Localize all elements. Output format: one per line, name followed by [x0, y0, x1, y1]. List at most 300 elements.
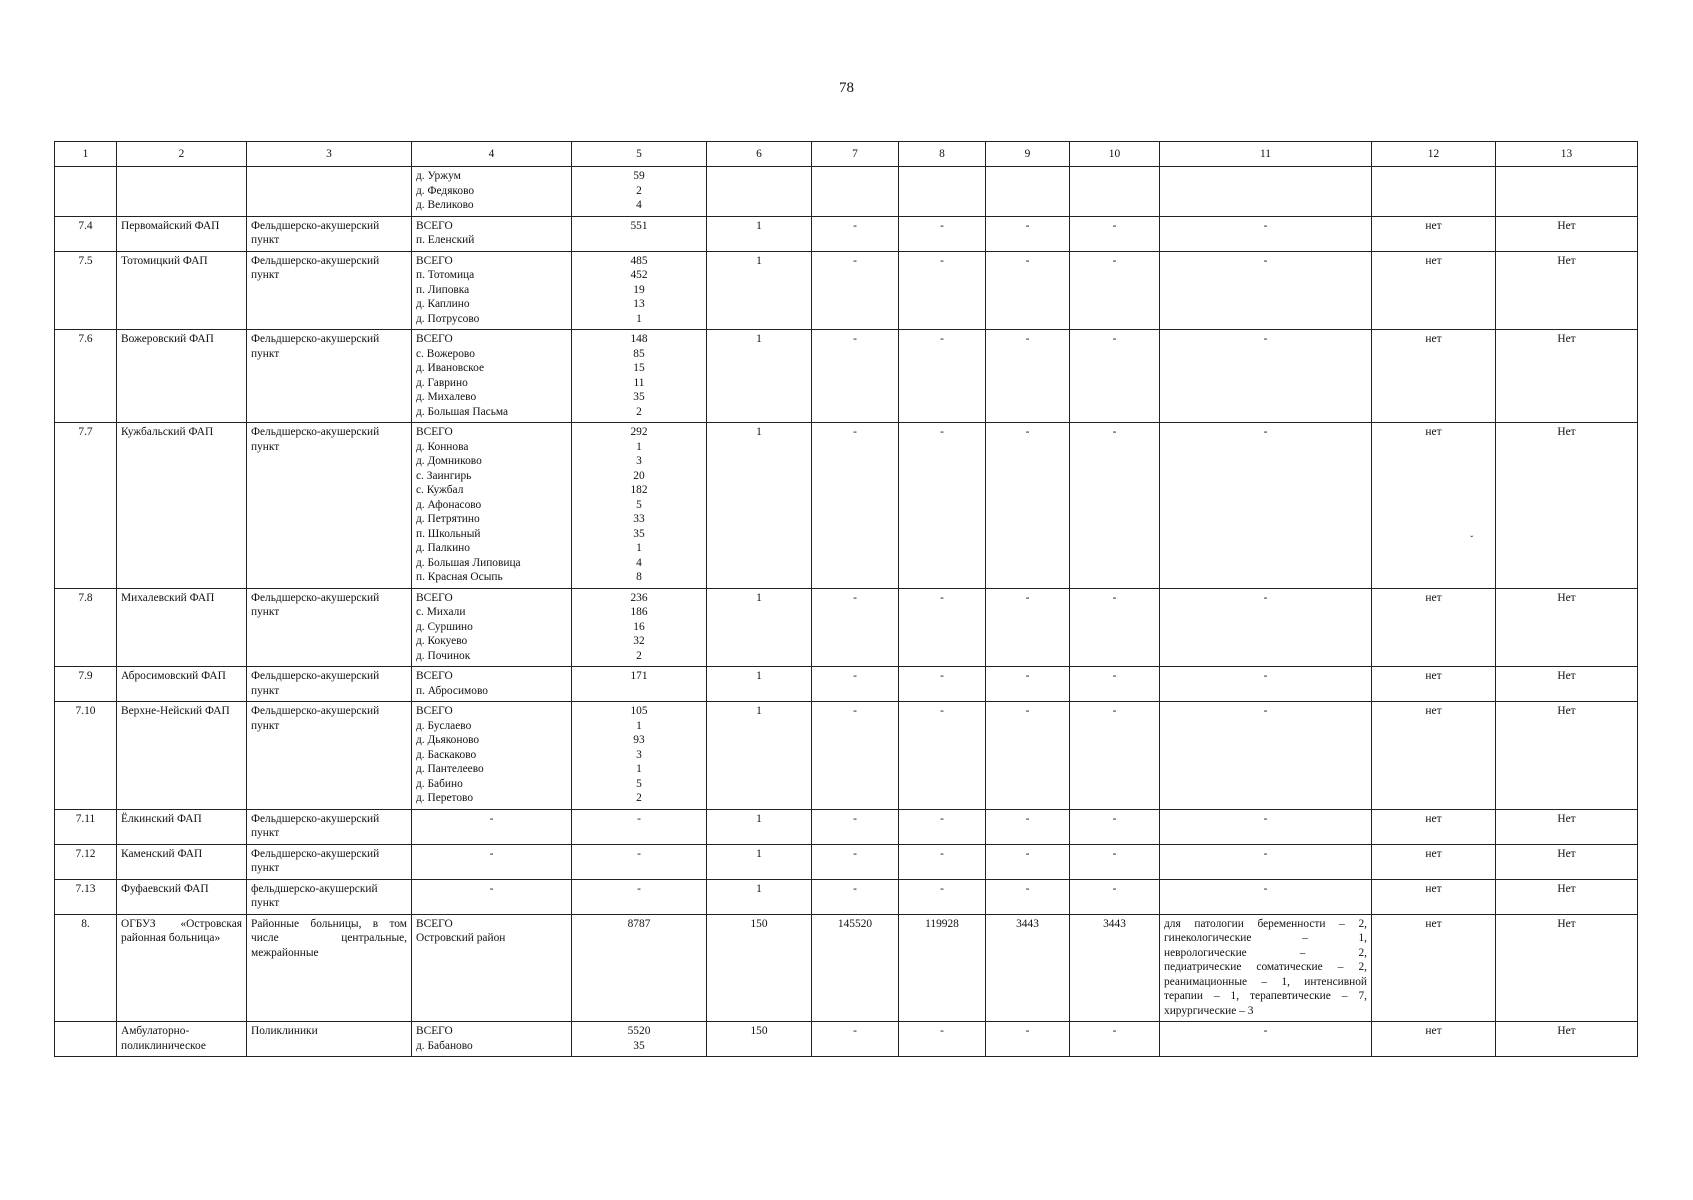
col-10-value: -	[1070, 423, 1160, 589]
bed-profiles	[1160, 588, 1372, 667]
facility-type	[247, 667, 412, 702]
settlements-line: п. Тотомица	[416, 269, 475, 281]
column-header: 11	[1160, 142, 1372, 167]
settlements-line: Островский район	[416, 932, 506, 944]
col-8-value: -	[899, 809, 986, 844]
bed-profiles	[1160, 1022, 1372, 1057]
col-6-value: 150	[707, 914, 812, 1022]
facility-type-line: пункт	[251, 684, 280, 697]
settlements-line: с. Михали	[416, 606, 466, 618]
population	[572, 809, 707, 844]
col-12-value: нет	[1372, 423, 1496, 589]
col-10-value: -	[1070, 879, 1160, 914]
facility-type-line: пункт	[251, 827, 280, 839]
population-line: 8787	[627, 917, 651, 930]
facility-name-line: Вожеровский ФАП	[121, 333, 214, 345]
facility-type-line: Фельдшерско-акушерский	[251, 426, 380, 438]
settlements-line: с. Кужбал	[416, 484, 464, 496]
table-row	[55, 879, 1638, 914]
facility-table	[54, 141, 1638, 1057]
population-line: 171	[630, 670, 648, 682]
facility-name-line: Верхне-Нейский ФАП	[121, 705, 230, 717]
col-13-value: Нет	[1496, 423, 1638, 589]
settlements-line: д. Бабаново	[416, 1039, 473, 1052]
settlements-line: д. Каплино	[416, 298, 470, 310]
population-line: 35	[633, 527, 645, 540]
facility-type-line: пункт	[251, 862, 280, 874]
facility-name	[117, 879, 247, 914]
col-13-value: Нет	[1496, 914, 1638, 1022]
col-10-value: -	[1070, 702, 1160, 810]
settlements	[412, 216, 572, 251]
settlements	[412, 702, 572, 810]
facility-type	[247, 914, 412, 1022]
population-line: 2	[636, 792, 642, 804]
column-header: 5	[572, 142, 707, 167]
col-12-value: нет	[1372, 809, 1496, 844]
population	[572, 216, 707, 251]
col-7-value: 145520	[812, 914, 899, 1022]
facility-type-line: Фельдшерско-акушерский	[251, 847, 380, 860]
col-12-value: нет	[1372, 667, 1496, 702]
facility-type-line: Районные больницы, в том	[251, 917, 407, 930]
col-13-value: Нет	[1496, 844, 1638, 879]
settlements-line: ВСЕГО	[416, 917, 453, 930]
facility-type-line: Фельдшерско-акушерский	[251, 705, 380, 717]
col-9-value: -	[986, 667, 1070, 702]
population-line: 32	[633, 635, 645, 647]
population-line: 20	[633, 469, 645, 482]
facility-name-line: Кужбальский ФАП	[121, 426, 214, 438]
population	[572, 423, 707, 589]
population	[572, 879, 707, 914]
population-line: 236	[630, 591, 648, 604]
bed-profiles	[1160, 667, 1372, 702]
facility-name-line: поликлиническое	[121, 1039, 206, 1052]
settlements-line: д. Коннова	[416, 440, 469, 453]
col-8-value: 119928	[899, 914, 986, 1022]
column-header: 9	[986, 142, 1070, 167]
row-number: 8.	[55, 914, 117, 1022]
bed-profiles-line: -	[1263, 670, 1268, 682]
col-12-value	[1372, 167, 1496, 217]
col-7-value: -	[812, 251, 899, 330]
population-line: 13	[633, 298, 645, 310]
population-line: -	[637, 847, 641, 860]
bed-profiles-line: -	[1263, 426, 1268, 438]
population-line: -	[637, 812, 641, 825]
settlements-line: д. Михалево	[416, 391, 477, 403]
settlements-line: -	[489, 882, 494, 895]
row-number: 7.5	[55, 251, 117, 330]
col-7-value: -	[812, 423, 899, 589]
settlements-line: с. Заингирь	[416, 469, 472, 482]
facility-name	[117, 667, 247, 702]
facility-type	[247, 809, 412, 844]
facility-name	[117, 588, 247, 667]
col-7-value: -	[812, 879, 899, 914]
population-line: -	[637, 882, 641, 895]
settlements	[412, 844, 572, 879]
population	[572, 844, 707, 879]
col-12-value: нет	[1372, 702, 1496, 810]
population-line: 105	[630, 705, 648, 717]
facility-name-line: Амбулаторно-	[121, 1025, 190, 1037]
settlements	[412, 167, 572, 217]
col-6-value: 1	[707, 809, 812, 844]
row-number: 7.11	[55, 809, 117, 844]
table-row	[55, 667, 1638, 702]
settlements-line: п. Красная Осыпь	[416, 571, 503, 583]
population-line: 452	[630, 269, 648, 281]
settlements-line: п. Абросимово	[416, 684, 488, 697]
bed-profiles-line: -	[1263, 591, 1268, 604]
facility-type-line: Фельдшерско-акушерский	[251, 333, 380, 345]
facility-name-line: Абросимовский ФАП	[121, 670, 226, 682]
settlements-line: ВСЕГО	[416, 426, 453, 438]
table-row	[55, 702, 1638, 810]
bed-profiles-line: -	[1263, 219, 1268, 232]
facility-type-line: Фельдшерско-акушерский	[251, 670, 380, 682]
row-number: 7.7	[55, 423, 117, 589]
settlements	[412, 809, 572, 844]
row-number: 7.12	[55, 844, 117, 879]
bed-profiles-line: неврологические – 2,	[1164, 946, 1367, 959]
settlements-line: п. Еленский	[416, 234, 475, 246]
settlements-line: ВСЕГО	[416, 1025, 453, 1037]
col-8-value: -	[899, 667, 986, 702]
facility-name-line: ОГБУЗ «Островская	[121, 917, 242, 930]
col-9-value: -	[986, 879, 1070, 914]
col-7-value: -	[812, 667, 899, 702]
facility-type-line: Поликлиники	[251, 1025, 318, 1037]
facility-type	[247, 879, 412, 914]
table-row	[55, 1022, 1638, 1057]
settlements-line: д. Домниково	[416, 455, 482, 467]
population-line: 19	[633, 283, 645, 296]
settlements-line: ВСЕГО	[416, 219, 453, 232]
population-line: 8	[636, 571, 642, 583]
col-6-value: 1	[707, 423, 812, 589]
facility-type-line: Фельдшерско-акушерский	[251, 812, 380, 825]
col-8-value: -	[899, 423, 986, 589]
col-9-value: -	[986, 588, 1070, 667]
facility-name-line: Каменский ФАП	[121, 847, 203, 860]
facility-type-line: пункт	[251, 440, 280, 453]
bed-profiles	[1160, 216, 1372, 251]
facility-type	[247, 702, 412, 810]
row-number	[55, 1022, 117, 1057]
bed-profiles-line: -	[1263, 812, 1268, 825]
population-line: 35	[633, 391, 645, 403]
col-8-value	[899, 167, 986, 217]
facility-name-line: Михалевский ФАП	[121, 591, 215, 604]
settlements	[412, 879, 572, 914]
bed-profiles	[1160, 167, 1372, 217]
facility-type-line: Фельдшерско-акушерский	[251, 591, 380, 604]
table-row	[55, 588, 1638, 667]
population-line: 5520	[627, 1025, 651, 1037]
facility-type-line: Фельдшерско-акушерский	[251, 254, 380, 267]
col-12-value: нет	[1372, 330, 1496, 423]
col-10-value: 3443	[1070, 914, 1160, 1022]
table-row	[55, 216, 1638, 251]
col-6-value: 150	[707, 1022, 812, 1057]
col-7-value: -	[812, 702, 899, 810]
settlements-line: ВСЕГО	[416, 333, 453, 345]
facility-type-line: пункт	[251, 347, 280, 360]
col-9-value: -	[986, 844, 1070, 879]
table-row	[55, 809, 1638, 844]
col-13-value: Нет	[1496, 667, 1638, 702]
bed-profiles	[1160, 879, 1372, 914]
col-9-value: -	[986, 809, 1070, 844]
population-line: 4	[636, 199, 642, 211]
settlements	[412, 1022, 572, 1057]
col-7-value: -	[812, 844, 899, 879]
bed-profiles	[1160, 914, 1372, 1022]
col-9-value: -	[986, 423, 1070, 589]
table-row	[55, 251, 1638, 330]
settlements	[412, 330, 572, 423]
table-row	[55, 844, 1638, 879]
col-10-value	[1070, 167, 1160, 217]
col-9-value: 3443	[986, 914, 1070, 1022]
col-13-value: Нет	[1496, 702, 1638, 810]
col-8-value: -	[899, 844, 986, 879]
bed-profiles	[1160, 702, 1372, 810]
bed-profiles-line: педиатрические соматические – 2,	[1164, 961, 1367, 973]
facility-type-line: пункт	[251, 606, 280, 618]
facility-name-line: Тотомицкий ФАП	[121, 254, 208, 267]
facility-type	[247, 251, 412, 330]
population-line: 148	[630, 333, 648, 345]
col-10-value: -	[1070, 1022, 1160, 1057]
facility-type-line: числе центральные,	[251, 932, 407, 944]
population-line: 5	[636, 498, 642, 511]
col-13-value: Нет	[1496, 216, 1638, 251]
facility-name	[117, 844, 247, 879]
col-10-value: -	[1070, 216, 1160, 251]
facility-type	[247, 588, 412, 667]
settlements-line: д. Большая Пасьма	[416, 405, 509, 418]
facility-type-line: Фельдшерско-акушерский	[251, 219, 380, 232]
col-12-value: нет	[1372, 1022, 1496, 1057]
col-6-value: 1	[707, 844, 812, 879]
bed-profiles-line: реанимационные – 1, интенсивной	[1164, 975, 1367, 988]
settlements-line: ВСЕГО	[416, 591, 453, 604]
facility-name	[117, 809, 247, 844]
stray-mark: ˇ	[1470, 535, 1474, 546]
row-number: 7.9	[55, 667, 117, 702]
facility-type-line: фельдшерско-акушерский	[251, 882, 378, 895]
facility-type	[247, 167, 412, 217]
population	[572, 914, 707, 1022]
bed-profiles-line: для патологии беременности – 2,	[1164, 917, 1367, 930]
col-7-value: -	[812, 588, 899, 667]
settlements-line: д. Палкино	[416, 542, 470, 554]
settlements	[412, 251, 572, 330]
settlements-line: д. Кокуево	[416, 635, 468, 647]
facility-name	[117, 423, 247, 589]
facility-type	[247, 216, 412, 251]
settlements-line: д. Перетово	[416, 792, 474, 804]
settlements-line: д. Буслаево	[416, 719, 472, 732]
facility-name	[117, 914, 247, 1022]
bed-profiles-line: -	[1263, 1025, 1268, 1037]
population-line: 2	[636, 649, 642, 662]
facility-table-container	[54, 141, 1637, 1057]
col-6-value: 1	[707, 667, 812, 702]
population	[572, 1022, 707, 1057]
table-row	[55, 330, 1638, 423]
column-header: 3	[247, 142, 412, 167]
column-header: 2	[117, 142, 247, 167]
population	[572, 330, 707, 423]
col-9-value: -	[986, 330, 1070, 423]
facility-type	[247, 1022, 412, 1057]
settlements-line: д. Уржум	[416, 170, 461, 182]
bed-profiles	[1160, 809, 1372, 844]
settlements-line: д. Великово	[416, 199, 474, 211]
col-12-value: нет	[1372, 216, 1496, 251]
settlements-line: ВСЕГО	[416, 670, 453, 682]
facility-name-line: районная больница»	[121, 932, 221, 944]
page-number: 78	[839, 80, 854, 96]
col-13-value: Нет	[1496, 809, 1638, 844]
col-13-value: Нет	[1496, 251, 1638, 330]
col-8-value: -	[899, 702, 986, 810]
column-number-row	[55, 142, 1638, 167]
settlements-line: д. Пантелеево	[416, 763, 484, 775]
population-line: 59	[633, 170, 645, 182]
population-line: 11	[633, 376, 645, 389]
facility-type	[247, 423, 412, 589]
population-line: 551	[630, 219, 648, 232]
facility-name	[117, 1022, 247, 1057]
col-7-value: -	[812, 216, 899, 251]
bed-profiles	[1160, 330, 1372, 423]
settlements-line: д. Ивановское	[416, 362, 485, 374]
col-6-value	[707, 167, 812, 217]
column-header: 8	[899, 142, 986, 167]
col-9-value	[986, 167, 1070, 217]
settlements-line: ВСЕГО	[416, 705, 453, 717]
facility-type-line: пункт	[251, 719, 280, 732]
population-line: 182	[630, 484, 648, 496]
settlements-line: д. Бабино	[416, 777, 463, 790]
population-line: 186	[630, 606, 648, 618]
population-line: 16	[633, 620, 645, 633]
settlements	[412, 667, 572, 702]
col-9-value: -	[986, 1022, 1070, 1057]
facility-name	[117, 702, 247, 810]
table-row	[55, 167, 1638, 217]
bed-profiles-line: гинекологические – 1,	[1164, 932, 1367, 944]
facility-name	[117, 167, 247, 217]
bed-profiles-line: -	[1263, 333, 1268, 345]
facility-type-line: пункт	[251, 234, 280, 246]
column-header: 1	[55, 142, 117, 167]
row-number: 7.6	[55, 330, 117, 423]
col-7-value: -	[812, 330, 899, 423]
population-line: 2	[636, 405, 642, 418]
col-10-value: -	[1070, 667, 1160, 702]
facility-name	[117, 330, 247, 423]
column-header: 7	[812, 142, 899, 167]
settlements	[412, 914, 572, 1022]
row-number	[55, 167, 117, 217]
settlements-line: д. Починок	[416, 649, 471, 662]
population-line: 485	[630, 254, 648, 267]
column-header: 6	[707, 142, 812, 167]
col-10-value: -	[1070, 844, 1160, 879]
population-line: 1	[636, 719, 642, 732]
col-8-value: -	[899, 330, 986, 423]
population-line: 292	[630, 426, 648, 438]
col-8-value: -	[899, 879, 986, 914]
table-row	[55, 914, 1638, 1022]
col-6-value: 1	[707, 879, 812, 914]
col-12-value: нет	[1372, 879, 1496, 914]
col-12-value: нет	[1372, 914, 1496, 1022]
population-line: 4	[636, 556, 642, 569]
facility-type-line: пункт	[251, 269, 280, 281]
row-number: 7.10	[55, 702, 117, 810]
row-number: 7.8	[55, 588, 117, 667]
facility-type	[247, 330, 412, 423]
population-line: 1	[636, 440, 642, 453]
population-line: 3	[636, 455, 642, 467]
col-8-value: -	[899, 588, 986, 667]
col-12-value: нет	[1372, 844, 1496, 879]
population-line: 35	[633, 1039, 645, 1052]
col-6-value: 1	[707, 588, 812, 667]
settlements-line: ВСЕГО	[416, 254, 453, 267]
population-line: 5	[636, 777, 642, 790]
population	[572, 667, 707, 702]
population-line: 15	[633, 362, 645, 374]
column-header: 4	[412, 142, 572, 167]
population	[572, 251, 707, 330]
col-12-value: нет	[1372, 588, 1496, 667]
population-line: 1	[636, 542, 642, 554]
col-13-value: Нет	[1496, 1022, 1638, 1057]
population-line: 3	[636, 748, 642, 761]
facility-name	[117, 251, 247, 330]
bed-profiles-line: -	[1263, 847, 1268, 860]
population-line: 85	[633, 347, 645, 360]
settlements-line: д. Петрятино	[416, 513, 480, 525]
facility-name-line: Фуфаевский ФАП	[121, 882, 209, 895]
bed-profiles-line: хирургические – 3	[1164, 1004, 1254, 1017]
bed-profiles	[1160, 251, 1372, 330]
col-10-value: -	[1070, 588, 1160, 667]
settlements-line: д. Афонасово	[416, 498, 482, 511]
col-9-value: -	[986, 216, 1070, 251]
col-6-value: 1	[707, 330, 812, 423]
col-7-value: -	[812, 809, 899, 844]
col-13-value: Нет	[1496, 588, 1638, 667]
settlements-line: д. Большая Липовица	[416, 556, 521, 569]
facility-name-line: Первомайский ФАП	[121, 219, 220, 232]
col-10-value: -	[1070, 330, 1160, 423]
facility-name	[117, 216, 247, 251]
col-6-value: 1	[707, 251, 812, 330]
col-13-value: Нет	[1496, 879, 1638, 914]
bed-profiles-line: -	[1263, 254, 1268, 267]
population-line: 93	[633, 734, 645, 746]
